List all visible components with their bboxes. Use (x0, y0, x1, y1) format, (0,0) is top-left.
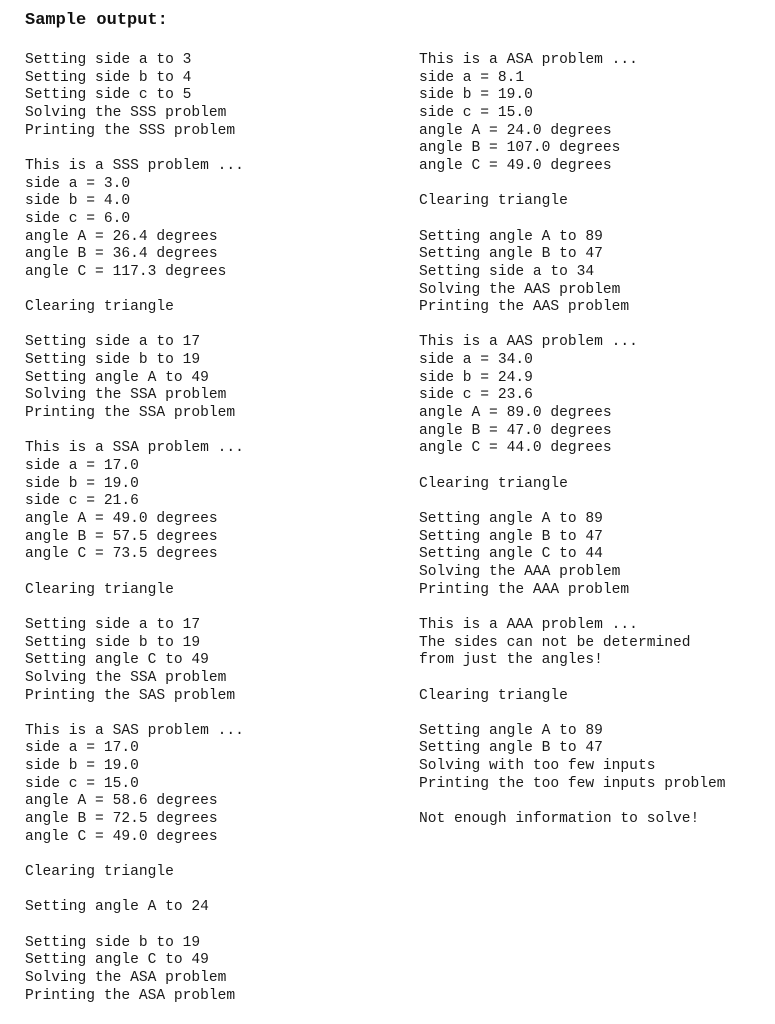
output-line: Clearing triangle (25, 299, 174, 316)
output-line: Solving the SSA problem (25, 669, 227, 686)
output-line: This is a SSA problem ... (25, 440, 244, 457)
output-line: Solving the ASA problem (25, 969, 227, 986)
output-line: Printing the SSA problem (25, 405, 236, 422)
output-line: Setting angle A to 49 (25, 369, 209, 386)
output-line: side b = 19.0 (25, 758, 139, 775)
output-line: side c = 6.0 (25, 210, 131, 227)
left-output-block (25, 899, 244, 917)
output-line: Clearing triangle (419, 193, 568, 210)
right-output-column (419, 52, 726, 846)
output-line: side b = 19.0 (25, 475, 139, 492)
output-line: Setting angle A to 89 (419, 510, 603, 527)
left-output-block (25, 52, 244, 140)
output-line: Setting side a to 17 (25, 616, 201, 633)
left-output-block (25, 864, 244, 882)
output-line: Printing the SAS problem (25, 687, 236, 704)
output-line: side a = 8.1 (419, 69, 525, 86)
left-output-block (25, 440, 244, 564)
output-line: Printing the ASA problem (25, 987, 236, 1004)
right-output-block (419, 617, 726, 670)
right-output-block (419, 476, 726, 494)
output-line: side a = 3.0 (25, 175, 131, 192)
output-line: angle A = 89.0 degrees (419, 405, 612, 422)
output-line: Setting angle B to 47 (419, 528, 603, 545)
output-line: Setting side c to 5 (25, 87, 192, 104)
output-line: Setting side a to 17 (25, 334, 201, 351)
output-line: Setting angle C to 49 (25, 652, 209, 669)
right-output-block (419, 811, 726, 829)
output-line: angle B = 57.5 degrees (25, 528, 218, 545)
output-line: angle A = 26.4 degrees (25, 228, 218, 245)
left-output-block (25, 723, 244, 847)
output-line: angle B = 36.4 degrees (25, 246, 218, 263)
output-line: side a = 17.0 (25, 458, 139, 475)
left-output-block (25, 299, 244, 317)
right-output-block (419, 688, 726, 706)
output-line: side c = 15.0 (25, 775, 139, 792)
output-line: Clearing triangle (25, 581, 174, 598)
output-line: This is a ASA problem ... (419, 52, 638, 68)
output-line: angle C = 49.0 degrees (419, 157, 612, 174)
right-output-block (419, 511, 726, 599)
output-line: angle C = 49.0 degrees (25, 828, 218, 845)
output-line: Printing the SSS problem (25, 122, 236, 139)
output-line: angle A = 24.0 degrees (419, 122, 612, 139)
output-line: Printing the AAS problem (419, 299, 630, 316)
right-output-block (419, 723, 726, 794)
output-line: Setting side a to 3 (25, 52, 192, 68)
output-line: Clearing triangle (25, 864, 174, 881)
left-output-column (25, 52, 244, 1023)
output-line: side c = 21.6 (25, 493, 139, 510)
output-line: angle A = 58.6 degrees (25, 793, 218, 810)
output-line: This is a SSS problem ... (25, 157, 244, 174)
output-line: side b = 4.0 (25, 193, 131, 210)
output-line: Setting side b to 19 (25, 934, 201, 951)
output-line: side a = 17.0 (25, 740, 139, 757)
output-line: Setting angle A to 89 (419, 722, 603, 739)
output-line: This is a AAS problem ... (419, 334, 638, 351)
output-line: angle B = 47.0 degrees (419, 422, 612, 439)
output-line: Setting angle A to 89 (419, 228, 603, 245)
output-line: Setting side b to 4 (25, 69, 192, 86)
output-line: side c = 15.0 (419, 104, 533, 121)
output-line: Setting angle B to 47 (419, 246, 603, 263)
output-line: Clearing triangle (419, 687, 568, 704)
output-line: Not enough information to solve! (419, 811, 700, 828)
output-line: Solving the SSA problem (25, 387, 227, 404)
left-output-block (25, 935, 244, 1006)
right-output-block (419, 52, 726, 176)
right-output-block (419, 334, 726, 458)
output-line: Setting angle C to 44 (419, 546, 603, 563)
output-line: angle C = 117.3 degrees (25, 263, 227, 280)
output-line: side a = 34.0 (419, 352, 533, 369)
output-line: side c = 23.6 (419, 387, 533, 404)
output-line: This is a AAA problem ... (419, 616, 638, 633)
left-output-block (25, 617, 244, 705)
output-line: angle B = 72.5 degrees (25, 811, 218, 828)
sample-output-heading: Sample output: (25, 11, 168, 30)
output-line: angle C = 73.5 degrees (25, 546, 218, 563)
output-line: side b = 24.9 (419, 369, 533, 386)
output-line: Setting angle B to 47 (419, 740, 603, 757)
output-line: This is a SAS problem ... (25, 722, 244, 739)
output-line: Solving the SSS problem (25, 104, 227, 121)
output-line: Setting side a to 34 (419, 263, 595, 280)
right-output-block (419, 229, 726, 317)
left-output-block (25, 158, 244, 282)
left-output-block (25, 582, 244, 600)
right-output-block (419, 193, 726, 211)
output-line: angle A = 49.0 degrees (25, 511, 218, 527)
output-line: The sides can not be determined (419, 634, 691, 651)
output-line: Setting side b to 19 (25, 352, 201, 369)
output-line: angle C = 44.0 degrees (419, 440, 612, 457)
output-line: from just the angles! (419, 652, 603, 669)
left-output-block (25, 334, 244, 422)
output-line: angle B = 107.0 degrees (419, 140, 621, 157)
output-line: Setting angle A to 24 (25, 899, 209, 916)
output-line: Solving the AAS problem (419, 281, 621, 298)
output-line: Setting angle C to 49 (25, 952, 209, 969)
output-line: side b = 19.0 (419, 87, 533, 104)
output-line: Setting side b to 19 (25, 634, 201, 651)
output-line: Printing the AAA problem (419, 581, 630, 598)
output-line: Printing the too few inputs problem (419, 775, 726, 792)
output-line: Solving the AAA problem (419, 563, 621, 580)
output-line: Solving with too few inputs (419, 758, 656, 775)
output-line: Clearing triangle (419, 475, 568, 492)
